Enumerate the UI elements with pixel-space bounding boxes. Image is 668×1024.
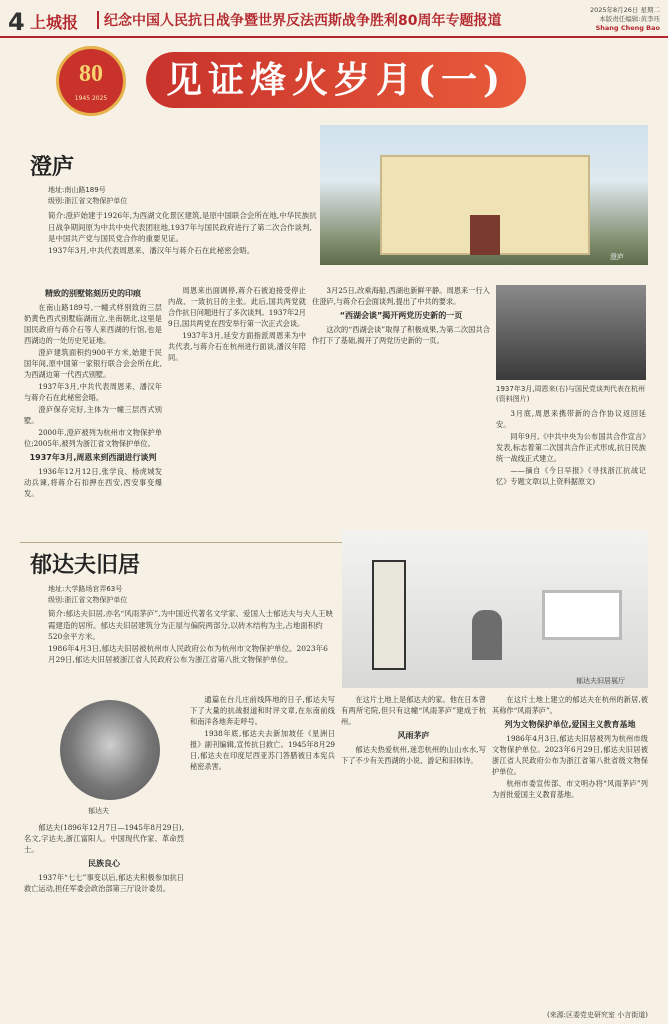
yudafu-intro xyxy=(48,608,333,666)
display-screen xyxy=(542,590,622,640)
special-report-title: 纪念中国人民抗日战争暨世界反法西斯战争胜利80周年专题报道 xyxy=(104,13,502,29)
yudafu-column-3 xyxy=(341,694,486,1012)
section-heading-chenglu: 澄庐 xyxy=(30,155,75,180)
chenglu-col4-source: ——摘自《今日早报》《寻找浙江抗战记忆》专题文章(以上资料据原文) xyxy=(496,466,646,486)
yudafu-col3-para-1: 在这片土地上是郁达夫的家。他在日本曾有两所宅院,但只有这幢“风雨茅庐”建成于杭州。 xyxy=(341,695,486,726)
newspaper-pinyin: Shang Cheng Bao xyxy=(595,24,660,32)
chenglu-photo-caption: 澄庐 xyxy=(610,253,624,261)
feature-banner xyxy=(36,46,636,118)
yudafu-address: 地址:大学路场官弄63号 xyxy=(48,585,123,593)
chenglu-col3-para-2: 这次的“西湖会谈”取得了积极成果,为第二次国共合作打下了基础,揭开了两党历史新的一页。 xyxy=(312,325,490,345)
chenglu-para-2: 澄庐建筑面积约900平方米,始建于民国年间,原中国第一家银行联合会会所在此,为西湖边第一代西式别墅。 xyxy=(24,348,162,379)
chenglu-intro-text: 简介:澄庐始建于1926年,为西湖文化景区建筑,是原中国联合会所在地,中华民族抗日战争期间原为中共中央代表团驻地,1937年与国民政府进行了第二次合作谈判,是中国共产党与国民党合作的重要见证。 xyxy=(48,211,317,243)
chenglu-intro xyxy=(48,210,318,256)
yudafu-col4-para-2: 1986年4月3日,郁达夫旧居被列为杭州市级文物保护单位。2023年6月29日,郁达夫旧居被浙江省人民政府公布为浙江省第八批省级文物保护单位。 xyxy=(492,734,648,776)
yudafu-subheading-1: 民族良心 xyxy=(88,859,120,868)
portrait-caption: 郁达夫 xyxy=(88,807,109,815)
chenglu-info xyxy=(48,185,308,207)
yudafu-subheading-2: 风雨茅庐 xyxy=(397,731,430,740)
chenglu-col4-para-2: 同年9月,《中共中央为公布国共合作宣言》发表,标志着第二次国共合作正式形成,抗日民族统一战线正式建立。 xyxy=(496,432,646,463)
yudafu-subheading-3: 列为文物保护单位,爱国主义教育基地 xyxy=(504,720,636,729)
chenglu-intro-text-2: 1937年3月,中共代表周恩来、潘汉年与蒋介石在此秘密会晤。 xyxy=(48,245,255,255)
newspaper-logo: 上城报 xyxy=(30,13,79,32)
calligraphy-scroll xyxy=(372,560,406,670)
chenglu-column-2 xyxy=(168,285,306,535)
chenglu-para-1: 在南山路189号,一幢式样别致的三层奶黄色西式别墅临湖而立,坐南朝北,这里是国民政府与蒋介石等人来西湖的行馆,也是西湖边的一处历史见证地。 xyxy=(24,303,162,345)
chenglu-address: 地址:南山路189号 xyxy=(48,186,106,194)
chenglu-level: 级别:浙江省文物保护单位 xyxy=(48,197,128,205)
chenglu-para-4: 澄庐保存完好,主体为一幢三层西式别墅。 xyxy=(24,405,162,425)
header-divider xyxy=(97,11,99,29)
chenglu-subheading-1: 精致的别墅铭刻历史的印痕 xyxy=(45,289,141,298)
yudafu-level: 级别:浙江省文物保护单位 xyxy=(48,596,128,604)
chenglu-column-3 xyxy=(312,285,490,535)
page-header xyxy=(0,0,668,38)
yudafu-column-4 xyxy=(492,694,648,998)
chenglu-col2-para-2: 1937年3月,延安方面指派周恩来为中共代表,与蒋介石在杭州进行面谈,潘汉年陪同。 xyxy=(168,331,306,362)
chenglu-col3-para-1: 3月25日,改乘海船,西湖也新鲜平静。周恩来一行入住澄庐,与蒋介石会面谈判,提出了中共的要求。 xyxy=(312,286,490,306)
exhibition-photo-caption: 郁达夫旧居展厅 xyxy=(576,677,625,685)
source-credit: (来源:区委党史研究室 小言街道) xyxy=(546,1011,648,1019)
chenglu-subheading-2: 1937年3月,周恩来到西湖进行谈判 xyxy=(29,453,157,462)
yudafu-column-1 xyxy=(24,822,184,1012)
yudafu-intro-text: 简介:郁达夫旧居,亦名“风雨茅庐”,为中国近代著名文学家、爱国人士郁达夫与夫人王映霞建造的居所。郁达夫旧居建筑分为正屋与偏院两部分,以砖木结构为主,占地面积约520余平方米。 xyxy=(48,609,333,641)
chenglu-col4-para-1: 3月底,周恩来携带新的合作协议返回延安。 xyxy=(496,409,646,429)
bust-statue xyxy=(472,610,502,660)
editor-credit: 本版责任编辑:黄李珏 xyxy=(599,15,660,23)
building-door xyxy=(470,215,500,255)
yudafu-col4-para-3: 杭州市委宣传部、市文明办将“风雨茅庐”列为首批爱国主义教育基地。 xyxy=(492,779,648,799)
section-heading-yudafu: 郁达夫旧居 xyxy=(30,553,141,578)
yudafu-intro-text-2: 1986年4月3日,郁达夫旧居被杭州市人民政府公布为杭州市文物保护单位。2023年6月29日,郁达夫旧居被浙江省人民政府公布为浙江省第八批文物保护单位。 xyxy=(48,643,328,664)
historic-photo-caption: 1937年3月,周恩来(右)与国民党谈判代表在杭州(资料图片) xyxy=(496,385,645,403)
yudafu-col2-para-2: 1938年底,郁达夫去新加坡任《星洲日报》副刊编辑,宣传抗日救亡。1945年8月29日,郁达夫在印度尼西亚苏门答腊被日本宪兵秘密杀害。 xyxy=(190,729,335,771)
yudafu-para-2: 1937年“七七”事变以后,郁达夫积极参加抗日救亡运动,担任军委会政治部第三厅设计委员。 xyxy=(24,873,184,893)
chenglu-para-6: 1936年12月12日,张学良、杨虎城发动兵谏,将蒋介石扣押在西安,西安事变爆发。 xyxy=(24,467,162,498)
chenglu-col2-para-1: 周恩来出面调停,蒋介石被迫接受停止内战、一致抗日的主张。此后,国共两党就合作抗日问题进行了多次谈判。1937年2月9日,国共两党在西安举行第一次正式会谈。 xyxy=(168,286,306,328)
chenglu-para-5: 2000年,澄庐被列为杭州市文物保护单位;2005年,被列为浙江省文物保护单位。 xyxy=(24,428,162,448)
chenglu-para-3: 1937年3月,中共代表周恩来、潘汉年与蒋介石在此秘密会晤。 xyxy=(24,382,162,402)
chenglu-building-photo xyxy=(320,125,648,265)
feature-title: 见证烽火岁月(一) xyxy=(146,52,526,108)
anniversary-number: 80 xyxy=(79,61,103,87)
yudafu-info xyxy=(48,584,328,606)
anniversary-years: 1945 2025 xyxy=(74,95,108,102)
yudafu-portrait xyxy=(60,700,160,800)
chenglu-subheading-3: “西湖会谈”揭开两党历史新的一页 xyxy=(339,311,463,320)
yudafu-col2-para-1: 通篇在台儿庄前线阵地的日子,郁达夫写下了大量的抗战报道和时评文章,在东南前线和南洋各地奔走呼号。 xyxy=(190,695,335,726)
chenglu-column-4 xyxy=(496,408,646,536)
yudafu-col4-para-1: 在这片土地上建立的郁达夫在杭州的新居,被其称作“风雨茅庐”。 xyxy=(492,695,648,715)
yudafu-col3-para-2: 郁达夫热爱杭州,迷恋杭州的山山水水,写下了不少有关西湖的小说、游记和旧体诗。 xyxy=(341,745,486,765)
page-number: 4 xyxy=(8,8,25,36)
historic-photo-zhouenlai xyxy=(496,285,646,380)
yudafu-column-2 xyxy=(190,694,335,1012)
issue-meta xyxy=(550,6,660,33)
yudafu-para-1: 郁达夫(1896年12月7日—1945年8月29日),名文,字达夫,浙江富阳人。中国现代作家、革命烈士。 xyxy=(24,823,184,854)
yudafu-exhibition-photo xyxy=(342,530,648,688)
chenglu-column-1 xyxy=(24,285,162,535)
anniversary-emblem xyxy=(56,46,126,116)
issue-date: 2025年8月26日 星期二 xyxy=(589,6,660,14)
